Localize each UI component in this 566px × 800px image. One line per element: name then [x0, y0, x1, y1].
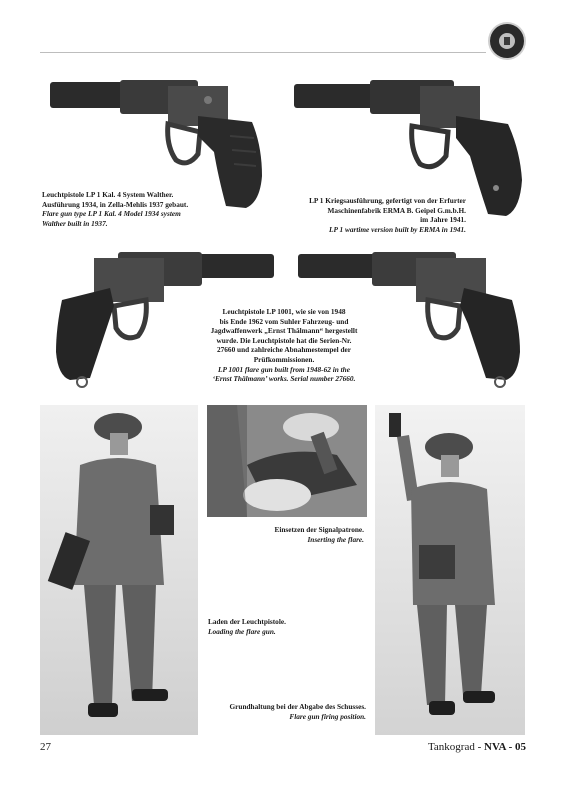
footer-publisher: Tankograd - — [427, 741, 485, 753]
caption-de-line: LP 1 Kriegsausführung, gefertigt von der Erfurter — [309, 196, 466, 205]
caption-de-line: Maschinenfabrik ERMA B. Geipel G.m.b.H. — [327, 205, 466, 215]
footer-series-title: NVA - 05 — [484, 741, 526, 753]
caption-lp1-erma — [276, 196, 466, 234]
caption-en-line: Flare gun firing position. — [289, 711, 366, 721]
caption-loading — [208, 617, 368, 636]
caption-firing — [200, 702, 366, 721]
caption-de-line: bis Ende 1962 vom Suhler Fahrzeug- und — [219, 316, 349, 326]
caption-en-line: LP 1001 flare gun built from 1948-62 in the — [218, 364, 350, 374]
nva-emblem-logo — [490, 24, 524, 58]
soldier-firing-photo — [375, 405, 525, 735]
caption-en-line: ‘Ernst Thälmann’ works. Serial number 27660. — [212, 374, 356, 384]
caption-de-line: 27660 und zahlreiche Abnahmestempel der — [216, 345, 352, 355]
caption-de-line: Laden der Leuchtpistole. — [208, 617, 286, 626]
page-number: 27 — [40, 741, 51, 753]
caption-de-line: wurde. Die Leuchtpistole hat die Serien-Nr. — [216, 335, 352, 345]
caption-de-line: Prüfkommissionen. — [253, 354, 315, 364]
caption-de-line: Jagdwaffenwerk „Ernst Thälmann“ hergestellt — [210, 326, 358, 336]
caption-de-line: Leuchtpistole LP 1 Kal. 4 System Walther. — [42, 190, 174, 199]
caption-de-line: Grundhaltung bei der Abgabe des Schusses. — [229, 702, 366, 711]
caption-de-line: im Jahre 1941. — [420, 215, 466, 225]
caption-en-line: LP 1 wartime version built by ERMA in 1941. — [329, 224, 466, 234]
footer-series — [428, 741, 526, 753]
caption-de-line: Ausführung 1934, in Zella-Mehlis 1937 gebaut. — [42, 199, 189, 209]
caption-en-line: Loading the flare gun. — [208, 626, 276, 636]
header-rule — [40, 52, 486, 53]
soldier-loading-photo — [40, 405, 198, 735]
caption-de-line: Einsetzen der Signalpatrone. — [274, 525, 364, 534]
caption-en-line: Inserting the flare. — [307, 534, 364, 544]
caption-en-line: Flare gun type LP 1 Kal. 4 Model 1934 system — [42, 209, 181, 219]
caption-en-line: Walther built in 1937. — [42, 218, 108, 228]
caption-lp1001 — [196, 307, 372, 384]
caption-de-line: Leuchtpistole LP 1001, wie sie von 1948 — [222, 307, 346, 316]
caption-inserting — [200, 525, 364, 544]
inserting-flare-photo — [207, 405, 367, 517]
caption-lp1-walther — [42, 190, 232, 228]
